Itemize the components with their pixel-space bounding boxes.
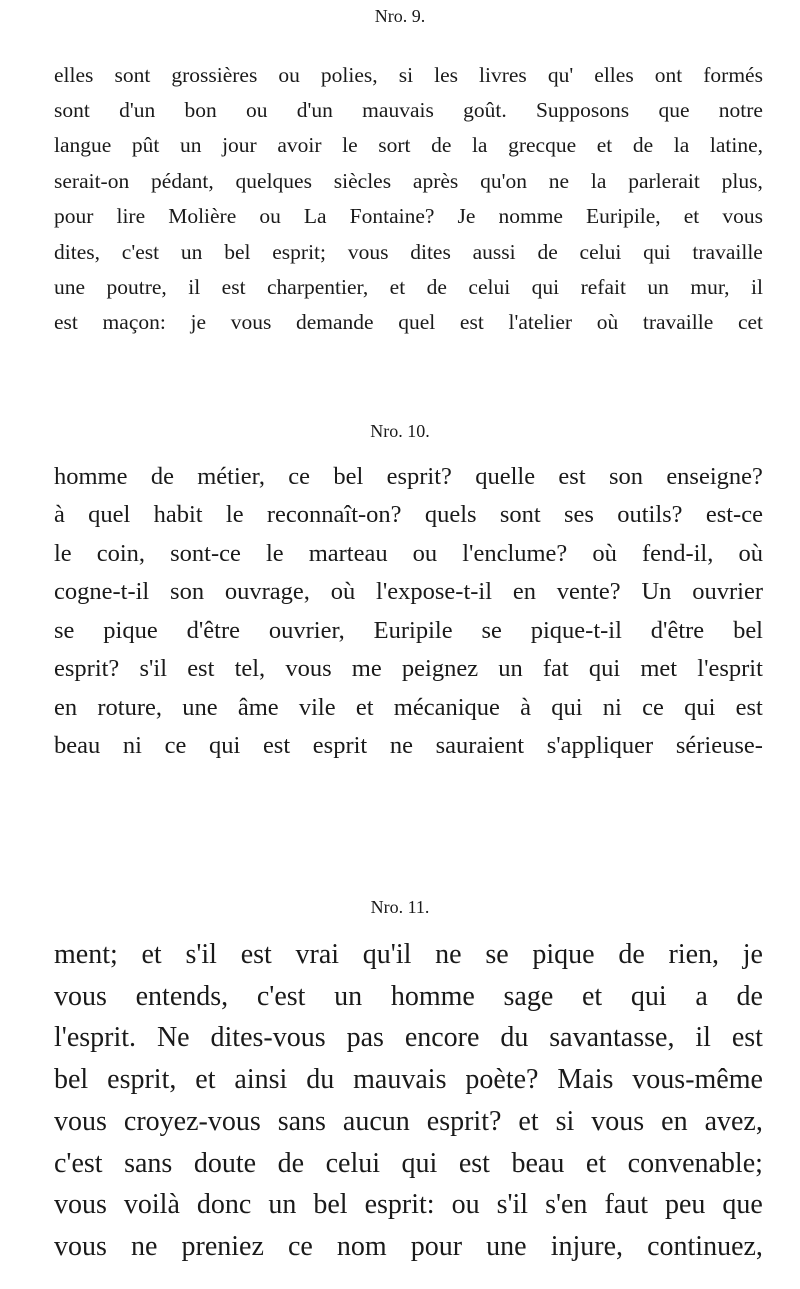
text-line: vous entends, c'est un homme sage et qui a de xyxy=(54,980,763,1012)
text-line: elles sont grossières ou polies, si les livres qu' elles ont formés xyxy=(54,62,763,87)
text-line: en roture, une âme vile et mécanique à qui ni ce qui est xyxy=(54,693,763,721)
text-line: vous ne preniez ce nom pour une injure, continuez, xyxy=(54,1230,763,1262)
text-line: beau ni ce qui est esprit ne sauraient s'appliquer sérieuse- xyxy=(54,732,763,759)
text-line: c'est sans doute de celui qui est beau et convenable; xyxy=(54,1147,763,1179)
text-line: le coin, sont-ce le marteau ou l'enclume? où fend-il, où xyxy=(54,539,763,567)
text-line: l'esprit. Ne dites-vous pas encore du savantasse, il est xyxy=(54,1022,763,1054)
text-line: cogne-t-il son ouvrage, où l'expose-t-il en vente? Un ouvrier xyxy=(54,578,763,605)
text-line: homme de métier, ce bel esprit? quelle est son enseigne? xyxy=(54,462,763,490)
text-line: est maçon: je vous demande quel est l'atelier où travaille cet xyxy=(54,310,763,335)
text-line: serait-on pédant, quelques siècles après qu'on ne la parlerait plus, xyxy=(54,168,763,193)
text-line: langue pût un jour avoir le sort de la grecque et de la latine, xyxy=(54,133,763,158)
text-line: se pique d'être ouvrier, Euripile se pique-t-il d'être bel xyxy=(54,616,763,644)
text-line: vous voilà donc un bel esprit: ou s'il s'en faut peu que xyxy=(54,1189,763,1221)
text-line: bel esprit, et ainsi du mauvais poète? Mais vous-même xyxy=(54,1064,763,1096)
text-line: sont d'un bon ou d'un mauvais goût. Supposons que notre xyxy=(54,97,763,122)
section-header-nro-9: Nro. 9. xyxy=(374,6,426,26)
text-line: vous croyez-vous sans aucun esprit? et si vous en avez, xyxy=(54,1105,763,1137)
text-line: une poutre, il est charpentier, et de celui qui refait un mur, il xyxy=(54,274,763,299)
text-line: dites, c'est un bel esprit; vous dites aussi de celui qui travaille xyxy=(54,239,763,264)
text-line: ment; et s'il est vrai qu'il ne se pique de rien, je xyxy=(54,939,763,970)
section-header-nro-11: Nro. 11. xyxy=(370,897,430,917)
text-line: esprit? s'il est tel, vous me peignez un fat qui met l'esprit xyxy=(54,655,763,682)
section-header-nro-10: Nro. 10. xyxy=(370,421,430,441)
text-line: pour lire Molière ou La Fontaine? Je nomme Euripile, et vous xyxy=(54,204,763,229)
text-line: à quel habit le reconnaît-on? quels sont ses outils? est-ce xyxy=(54,501,763,528)
